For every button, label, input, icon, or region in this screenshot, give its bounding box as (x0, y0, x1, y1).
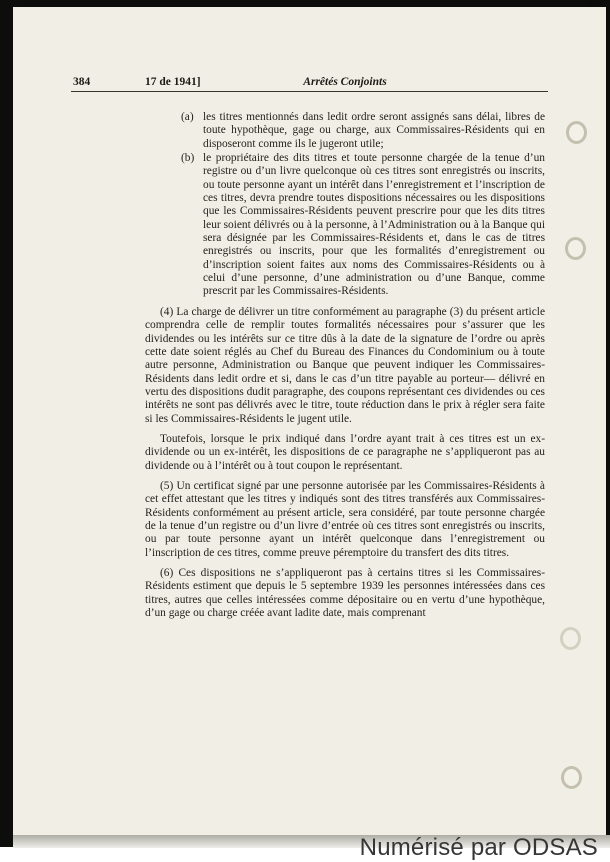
paragraph-5-text: Un certificat signé par une personne autorisée par les Commissaires-Résidents à cet effet attestant que les titres y indiqués sont des titres transférés aux Commissaires-Résidents conformément au présent article, sera considéré, par toute personne chargée de la tenue d’un registre ou d’un livre d’entrée où ces titres sont enregistrés ou inscrits, ou par toute personne ayant un intérêt quelconque dans l’enregistrement ou l’inscription de ces titres, comme preuve péremptoire du transfert des dits titres. (145, 479, 545, 559)
punch-hole (561, 766, 582, 789)
paragraph-4 (145, 306, 545, 426)
list-item-b (145, 152, 545, 299)
paragraph-6-number: (6) (160, 567, 174, 579)
paragraph-5 (145, 480, 545, 560)
punch-hole (560, 627, 581, 650)
list-item-a (145, 111, 545, 151)
paragraph-toutefois-text: Toutefois, lorsque le prix indiqué dans l’ordre ayant trait à ces titres est un ex-dividende ou un ex-intérêt, les dispositions de ce paragraphe ne s’appliqueront pas au dividende ou à l’intérêt ou à tout coupon le représentant. (145, 432, 545, 472)
list-item-b-label: (b) (181, 152, 195, 165)
header-reference: 17 de 1941] (145, 76, 201, 88)
header-title: Arrêtés Conjoints (303, 76, 387, 88)
paragraph-6-text: Ces dispositions ne s’appliqueront pas à certains titres si les Commissaires-Résidents estiment que depuis le 5 septembre 1939 les personnes intéressées dans ces titres, autres que celles intéressées comme dépositaire ou en vertu d’une hypothèque, d’un gage ou charge créée avant ladite date, mais comprenant (145, 567, 545, 620)
paragraph-4-number: (4) (160, 305, 174, 318)
list-item-b-text: le propriétaire des dits titres et toute personne chargée de la tenue d’un registre ou d’un livre quelconque où ces titres sont enregistrés ou inscrits, ou toute personne ayant un intérêt dans l’enregistrement et l’inscription de ces titres, devra prendre toutes dispositions nécessaires ou les dispositions que les Commissaires-Résidents peuvent prescrire pour que les dits titres leur soient délivrés ou à la personne, à l’Administration ou à la Banque qui sera désignée par les Commissaires-Résidents et, dans le cas de titres enregistrés ou inscrits, pour que les formalités d’enregistrement ou d’inscription soient faites aux noms des Commissaires-Résidents ou à celui d’une personne, d’une administration ou d’une Banque, comme prescrit par les Commissaires-Résidents. (203, 152, 545, 298)
paragraph-4-text: La charge de délivrer un titre conformément au paragraphe (3) du présent article comprendra celle de remplir toutes formalités nécessaires pour s’assurer que les dividendes ou les intérêts sur ce titre dûs à la date de la signature de l’ordre ou après cette date soient réglés au Chef du Bureau des Finances du Condominium ou à toute autre personne, Administration ou Banque que peuvent indiquer les Commissaires-Résidents dans ledit ordre et si, dans le cas d’un titre payable au porteur— délivré en vertu des dispositions dudit paragraphe, des coupons représentant ces dividendes ou ces intérêts ne sont pas délivrés avec le titre, toute réduction dans le prix à régler sera faite si les Commissaires-Résidents le jugent utile. (145, 305, 545, 425)
scanned-page (13, 7, 606, 835)
page-body (145, 111, 545, 620)
list-item-a-text: les titres mentionnés dans ledit ordre seront assignés sans délai, libres de toute hypothèque, gage ou charge, aux Commissaires-Résidents qui en disposeront comme ils le jugeront utile; (203, 111, 545, 150)
header-rule (71, 91, 548, 92)
paragraph-6 (145, 567, 545, 620)
paragraph-5-number: (5) (160, 479, 174, 492)
punch-hole (566, 121, 587, 144)
scan-watermark: Numérisé par ODSAS (359, 834, 598, 861)
paragraph-toutefois (145, 433, 545, 473)
punch-hole (565, 237, 586, 260)
list-item-a-label: (a) (181, 111, 194, 123)
page-number: 384 (73, 76, 91, 88)
